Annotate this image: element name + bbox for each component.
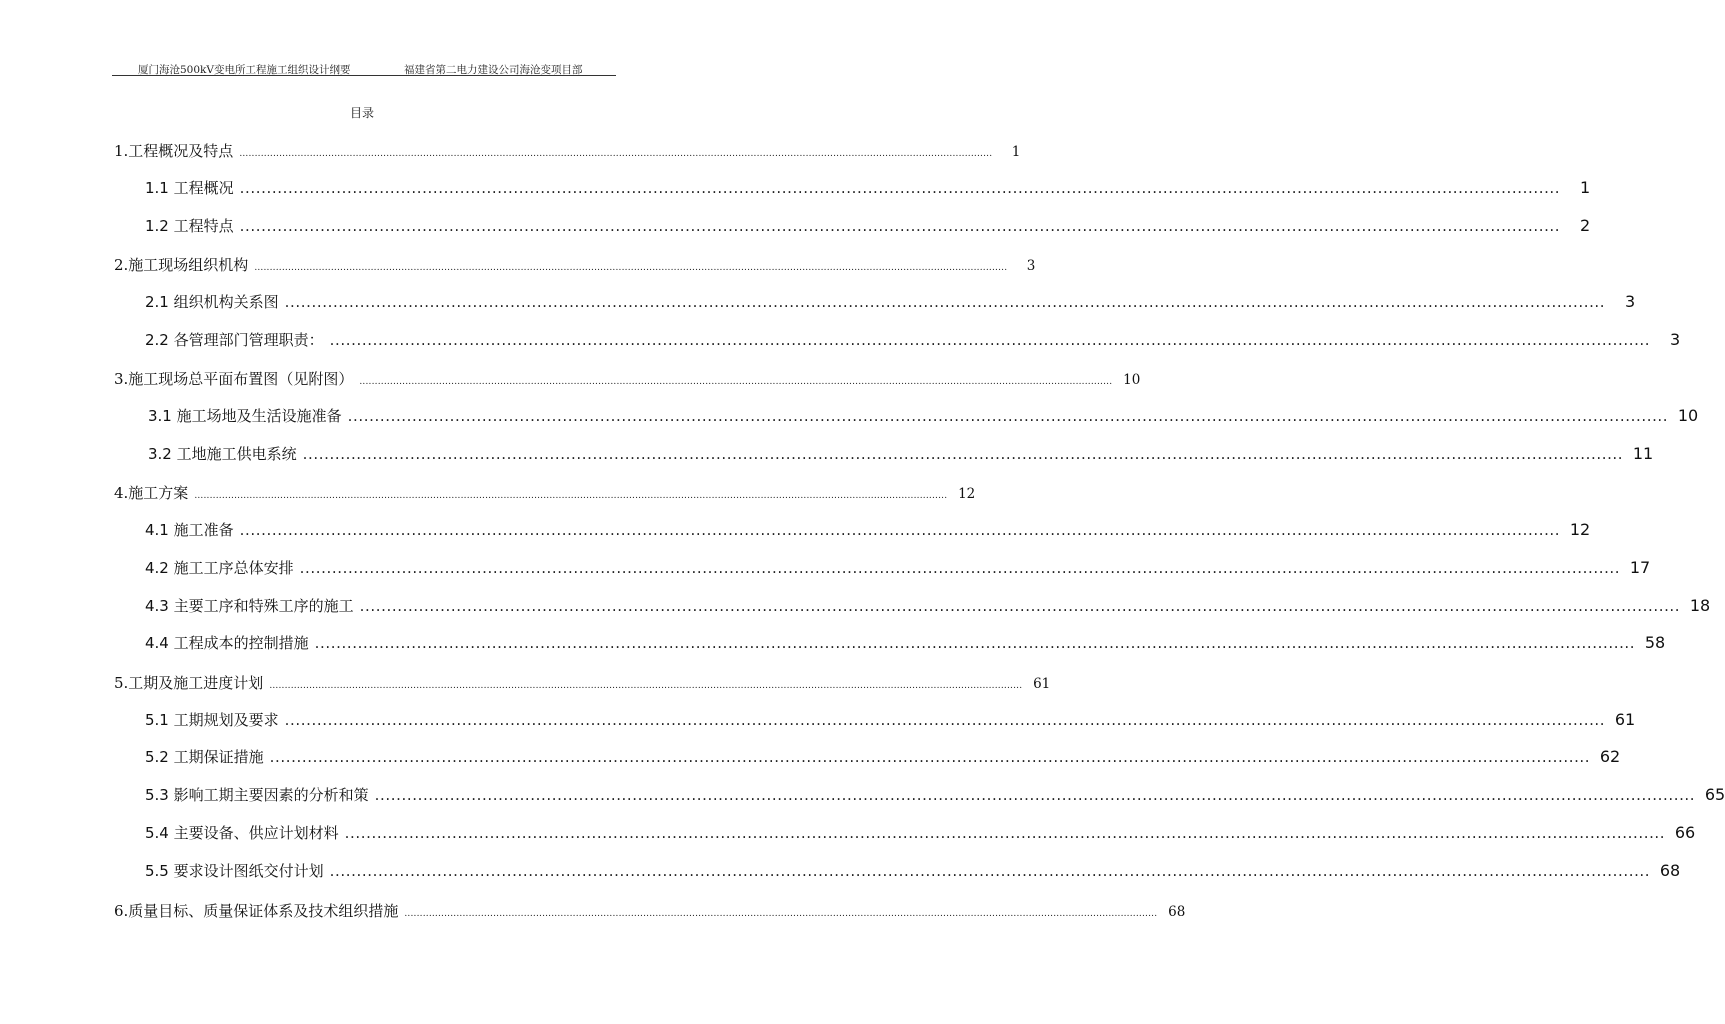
toc-entry-page: 12 bbox=[1569, 520, 1591, 539]
toc-entry-3-1[interactable] bbox=[148, 405, 1699, 426]
toc-entry-4-3[interactable] bbox=[145, 595, 1711, 616]
toc-entry-page: 61 bbox=[1614, 710, 1636, 729]
toc-entry-5[interactable] bbox=[114, 672, 1051, 693]
toc-leader: ...................................................................................................................................................................................................................................................... bbox=[239, 149, 993, 159]
toc-entry-page: 66 bbox=[1674, 823, 1696, 842]
toc-entry-page: 1 bbox=[1579, 178, 1591, 197]
header-right-text: 福建省第二电力建设公司海沧变项目部 bbox=[404, 64, 583, 76]
toc-entry-5-2[interactable] bbox=[145, 746, 1621, 767]
toc-entry-5-3[interactable] bbox=[145, 784, 1725, 805]
toc-entry-3-2[interactable] bbox=[148, 443, 1654, 464]
toc-entry-4-1[interactable] bbox=[145, 519, 1591, 540]
toc-entry-page: 65 bbox=[1704, 785, 1725, 804]
toc-entry-5-5[interactable] bbox=[145, 860, 1681, 881]
toc-leader: ...................................................................................................................................................................................................................................................... bbox=[194, 491, 948, 501]
toc-leader: ...................................................................................................................................................................................................................................................... bbox=[329, 331, 1651, 349]
toc-entry-page: 61 bbox=[1033, 676, 1051, 692]
toc-entry-label: 2.施工现场组织机构 bbox=[114, 256, 249, 274]
toc-entry-4-4[interactable] bbox=[145, 632, 1666, 653]
toc-entry-label: 5.4 主要设备、供应计划材料 bbox=[145, 824, 339, 842]
toc-entry-label: 3.2 工地施工供电系统 bbox=[148, 445, 297, 463]
toc-leader: ...................................................................................................................................................................................................................................................... bbox=[359, 597, 1681, 615]
toc-leader: ...................................................................................................................................................................................................................................................... bbox=[254, 263, 1008, 273]
page-header bbox=[112, 62, 616, 76]
toc-entry-4-2[interactable] bbox=[145, 557, 1651, 578]
toc-leader: ...................................................................................................................................................................................................................................................... bbox=[239, 521, 1561, 539]
toc-leader: ...................................................................................................................................................................................................................................................... bbox=[404, 909, 1158, 919]
toc-entry-label: 3.1 施工场地及生活设施准备 bbox=[148, 407, 342, 425]
toc-entry-page: 17 bbox=[1629, 558, 1651, 577]
toc-entry-label: 5.5 要求设计图纸交付计划 bbox=[145, 862, 324, 880]
toc-entry-page: 18 bbox=[1689, 596, 1711, 615]
toc-entry-page: 10 bbox=[1123, 372, 1141, 388]
toc-leader: ...................................................................................................................................................................................................................................................... bbox=[239, 179, 1561, 197]
toc-entry-page: 12 bbox=[958, 486, 976, 502]
toc-leader: ...................................................................................................................................................................................................................................................... bbox=[284, 293, 1606, 311]
toc-leader: ...................................................................................................................................................................................................................................................... bbox=[269, 681, 1023, 691]
toc-entry-label: 4.1 施工准备 bbox=[145, 521, 234, 539]
toc-entry-label: 4.4 工程成本的控制措施 bbox=[145, 634, 309, 652]
toc-entry-2-1[interactable] bbox=[145, 291, 1636, 312]
toc-entry-label: 2.2 各管理部门管理职责： bbox=[145, 331, 324, 349]
toc-entry-page: 58 bbox=[1644, 633, 1666, 652]
toc-entry-1-1[interactable] bbox=[145, 177, 1591, 198]
toc-entry-page: 11 bbox=[1632, 444, 1654, 463]
toc-title: 目录 bbox=[349, 106, 374, 120]
toc-entry-label: 5.工期及施工进度计划 bbox=[114, 674, 264, 692]
toc-entry-page: 3 bbox=[1624, 292, 1636, 311]
toc-entry-6[interactable] bbox=[114, 900, 1186, 921]
toc-entry-page: 62 bbox=[1599, 747, 1621, 766]
toc-leader: ...................................................................................................................................................................................................................................................... bbox=[239, 217, 1561, 235]
toc-entry-label: 5.1 工期规划及要求 bbox=[145, 711, 279, 729]
toc-entry-4[interactable] bbox=[114, 482, 976, 503]
toc-entry-1-2[interactable] bbox=[145, 215, 1591, 236]
toc-entry-page: 2 bbox=[1579, 216, 1591, 235]
header-left-text: 厦门海沧500kV变电所工程施工组织设计纲要 bbox=[138, 64, 351, 76]
toc-entry-page: 3 bbox=[1669, 330, 1681, 349]
toc-leader: ...................................................................................................................................................................................................................................................... bbox=[302, 445, 1624, 463]
toc-entry-label: 4.施工方案 bbox=[114, 484, 189, 502]
toc-entry-page: 1 bbox=[1011, 144, 1021, 160]
toc-entry-2[interactable] bbox=[114, 254, 1036, 275]
toc-entry-2-2[interactable] bbox=[145, 329, 1681, 350]
toc-leader: ...................................................................................................................................................................................................................................................... bbox=[374, 786, 1696, 804]
toc-leader: ...................................................................................................................................................................................................................................................... bbox=[344, 824, 1666, 842]
toc-entry-label: 4.3 主要工序和特殊工序的施工 bbox=[145, 597, 354, 615]
toc-entry-label: 6.质量目标、质量保证体系及技术组织措施 bbox=[114, 902, 399, 920]
toc-entry-1[interactable] bbox=[114, 140, 1021, 161]
toc-leader: ...................................................................................................................................................................................................................................................... bbox=[269, 748, 1591, 766]
toc-entry-label: 5.3 影响工期主要因素的分析和策 bbox=[145, 786, 369, 804]
toc-entry-page: 10 bbox=[1677, 406, 1699, 425]
toc-entry-label: 1.工程概况及特点 bbox=[114, 142, 234, 160]
toc-leader: ...................................................................................................................................................................................................................................................... bbox=[347, 407, 1669, 425]
toc-entry-page: 3 bbox=[1026, 258, 1036, 274]
toc-entry-3[interactable] bbox=[114, 368, 1141, 389]
toc-entry-label: 3.施工现场总平面布置图（见附图） bbox=[114, 370, 354, 388]
toc-entry-label: 1.2 工程特点 bbox=[145, 217, 234, 235]
toc-entry-5-1[interactable] bbox=[145, 709, 1636, 730]
header-divider bbox=[112, 75, 616, 76]
toc-leader: ...................................................................................................................................................................................................................................................... bbox=[284, 711, 1606, 729]
toc-entry-5-4[interactable] bbox=[145, 822, 1696, 843]
toc-leader: ...................................................................................................................................................................................................................................................... bbox=[329, 862, 1651, 880]
toc-entry-label: 4.2 施工工序总体安排 bbox=[145, 559, 294, 577]
toc-entry-label: 2.1 组织机构关系图 bbox=[145, 293, 279, 311]
toc-entry-page: 68 bbox=[1659, 861, 1681, 880]
toc-entry-label: 5.2 工期保证措施 bbox=[145, 748, 264, 766]
toc-leader: ...................................................................................................................................................................................................................................................... bbox=[314, 634, 1636, 652]
toc-entry-label: 1.1 工程概况 bbox=[145, 179, 234, 197]
toc-leader: ...................................................................................................................................................................................................................................................... bbox=[299, 559, 1621, 577]
toc-entry-page: 68 bbox=[1168, 904, 1186, 920]
toc-leader: ...................................................................................................................................................................................................................................................... bbox=[359, 377, 1113, 387]
